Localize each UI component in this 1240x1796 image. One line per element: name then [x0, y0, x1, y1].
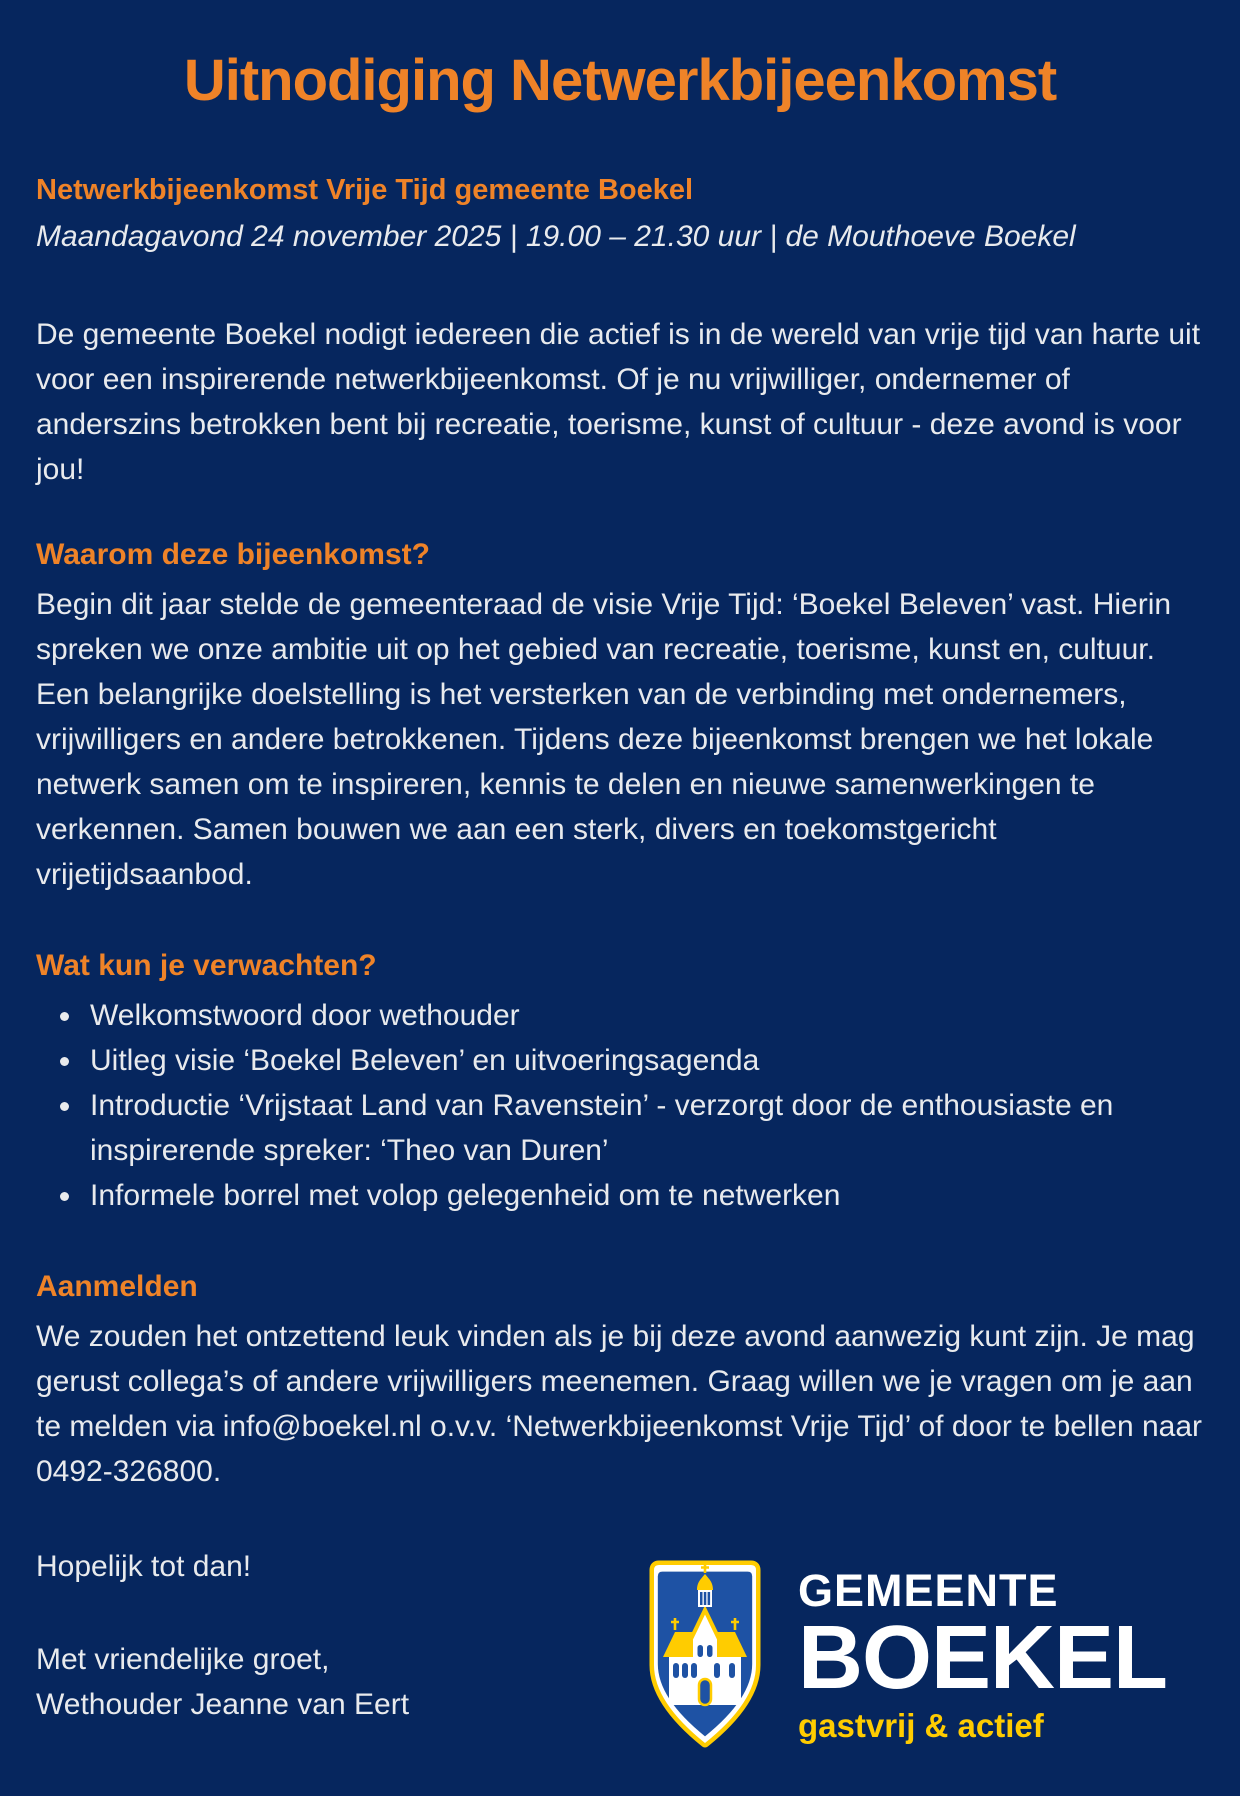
list-item: • Welkomstwoord door wethouder — [84, 993, 1204, 1038]
signup-paragraph: We zouden het ontzettend leuk vinden als je bij deze avond aanwezig kunt zijn. Je mag gerust collega’s of andere vrijwilligers meenemen. Graag willen we je vragen om je aan te melden via info@boekel.nl o.v.v. ‘Netwerkbijeenkomst Vrije Tijd’ of door te bellen naar 0492-326800. — [36, 1320, 1203, 1488]
expect-list — [36, 993, 1204, 1218]
page-title: Uitnodiging Netwerkbijeenkomst — [183, 48, 1057, 113]
logo-gemeente-label: GEMEENTE — [798, 1565, 1059, 1616]
list-item: • Introductie ‘Vrijstaat Land van Ravenstein’ - verzorgt door de enthousiaste en inspirerende spreker: ‘Theo van Duren’ — [84, 1083, 1204, 1173]
why-paragraph: Begin dit jaar stelde de gemeenteraad de visie Vrije Tijd: ‘Boekel Beleven’ vast. Hierin spreken we onze ambitie uit op het gebied van recreatie, toerisme, kunst en, cultuur. Een belangrijke doelstelling is het versterken van de verbinding met ondernemers, vrijwilligers en andere betrokkenen. Tijdens deze bijeenkomst brengen we het lokale netwerk samen om te inspireren, kennis te delen en nieuwe samenwerkingen te verkennen. Samen bouwen we aan een sterk, divers en toekomstgericht vrijetijdsaanbod. — [36, 588, 1172, 891]
logo-boekel-label: BOEKEL — [798, 1608, 1168, 1708]
invitation-flyer — [0, 48, 1240, 1796]
logo-text — [798, 1560, 1167, 1744]
closing-hope: Hopelijk tot dan! — [36, 1550, 252, 1583]
section-heading-why: Waarom deze bijeenkomst? — [36, 538, 430, 571]
shield-icon — [648, 1560, 762, 1748]
list-item: • Informele borrel met volop gelegenheid om te netwerken — [84, 1173, 1204, 1218]
municipality-logo — [648, 1560, 1167, 1748]
event-title: Netwerkbijeenkomst Vrije Tijd gemeente Boekel — [36, 174, 694, 206]
closing-greeting: Met vriendelijke groet, — [36, 1643, 330, 1676]
section-heading-expect: Wat kun je verwachten? — [36, 949, 377, 982]
intro-paragraph: De gemeente Boekel nodigt iedereen die actief is in de wereld van vrije tijd van harte uit voor een inspirerende netwerkbijeenkomst. Of je nu vrijwilliger, ondernemer of anderszins betrokken bent bij recreatie, toerisme, kunst of cultuur - deze avond is voor jou! — [36, 318, 1201, 486]
closing-signature: Wethouder Jeanne van Eert — [36, 1688, 410, 1721]
section-heading-signup: Aanmelden — [36, 1270, 198, 1303]
list-item: • Uitleg visie ‘Boekel Beleven’ en uitvoeringsagenda — [84, 1038, 1204, 1083]
logo-tagline: gastvrij & actief — [798, 1707, 1044, 1744]
event-datetime-location: Maandagavond 24 november 2025 | 19.00 – 21.30 uur | de Mouthoeve Boekel — [36, 220, 1076, 253]
